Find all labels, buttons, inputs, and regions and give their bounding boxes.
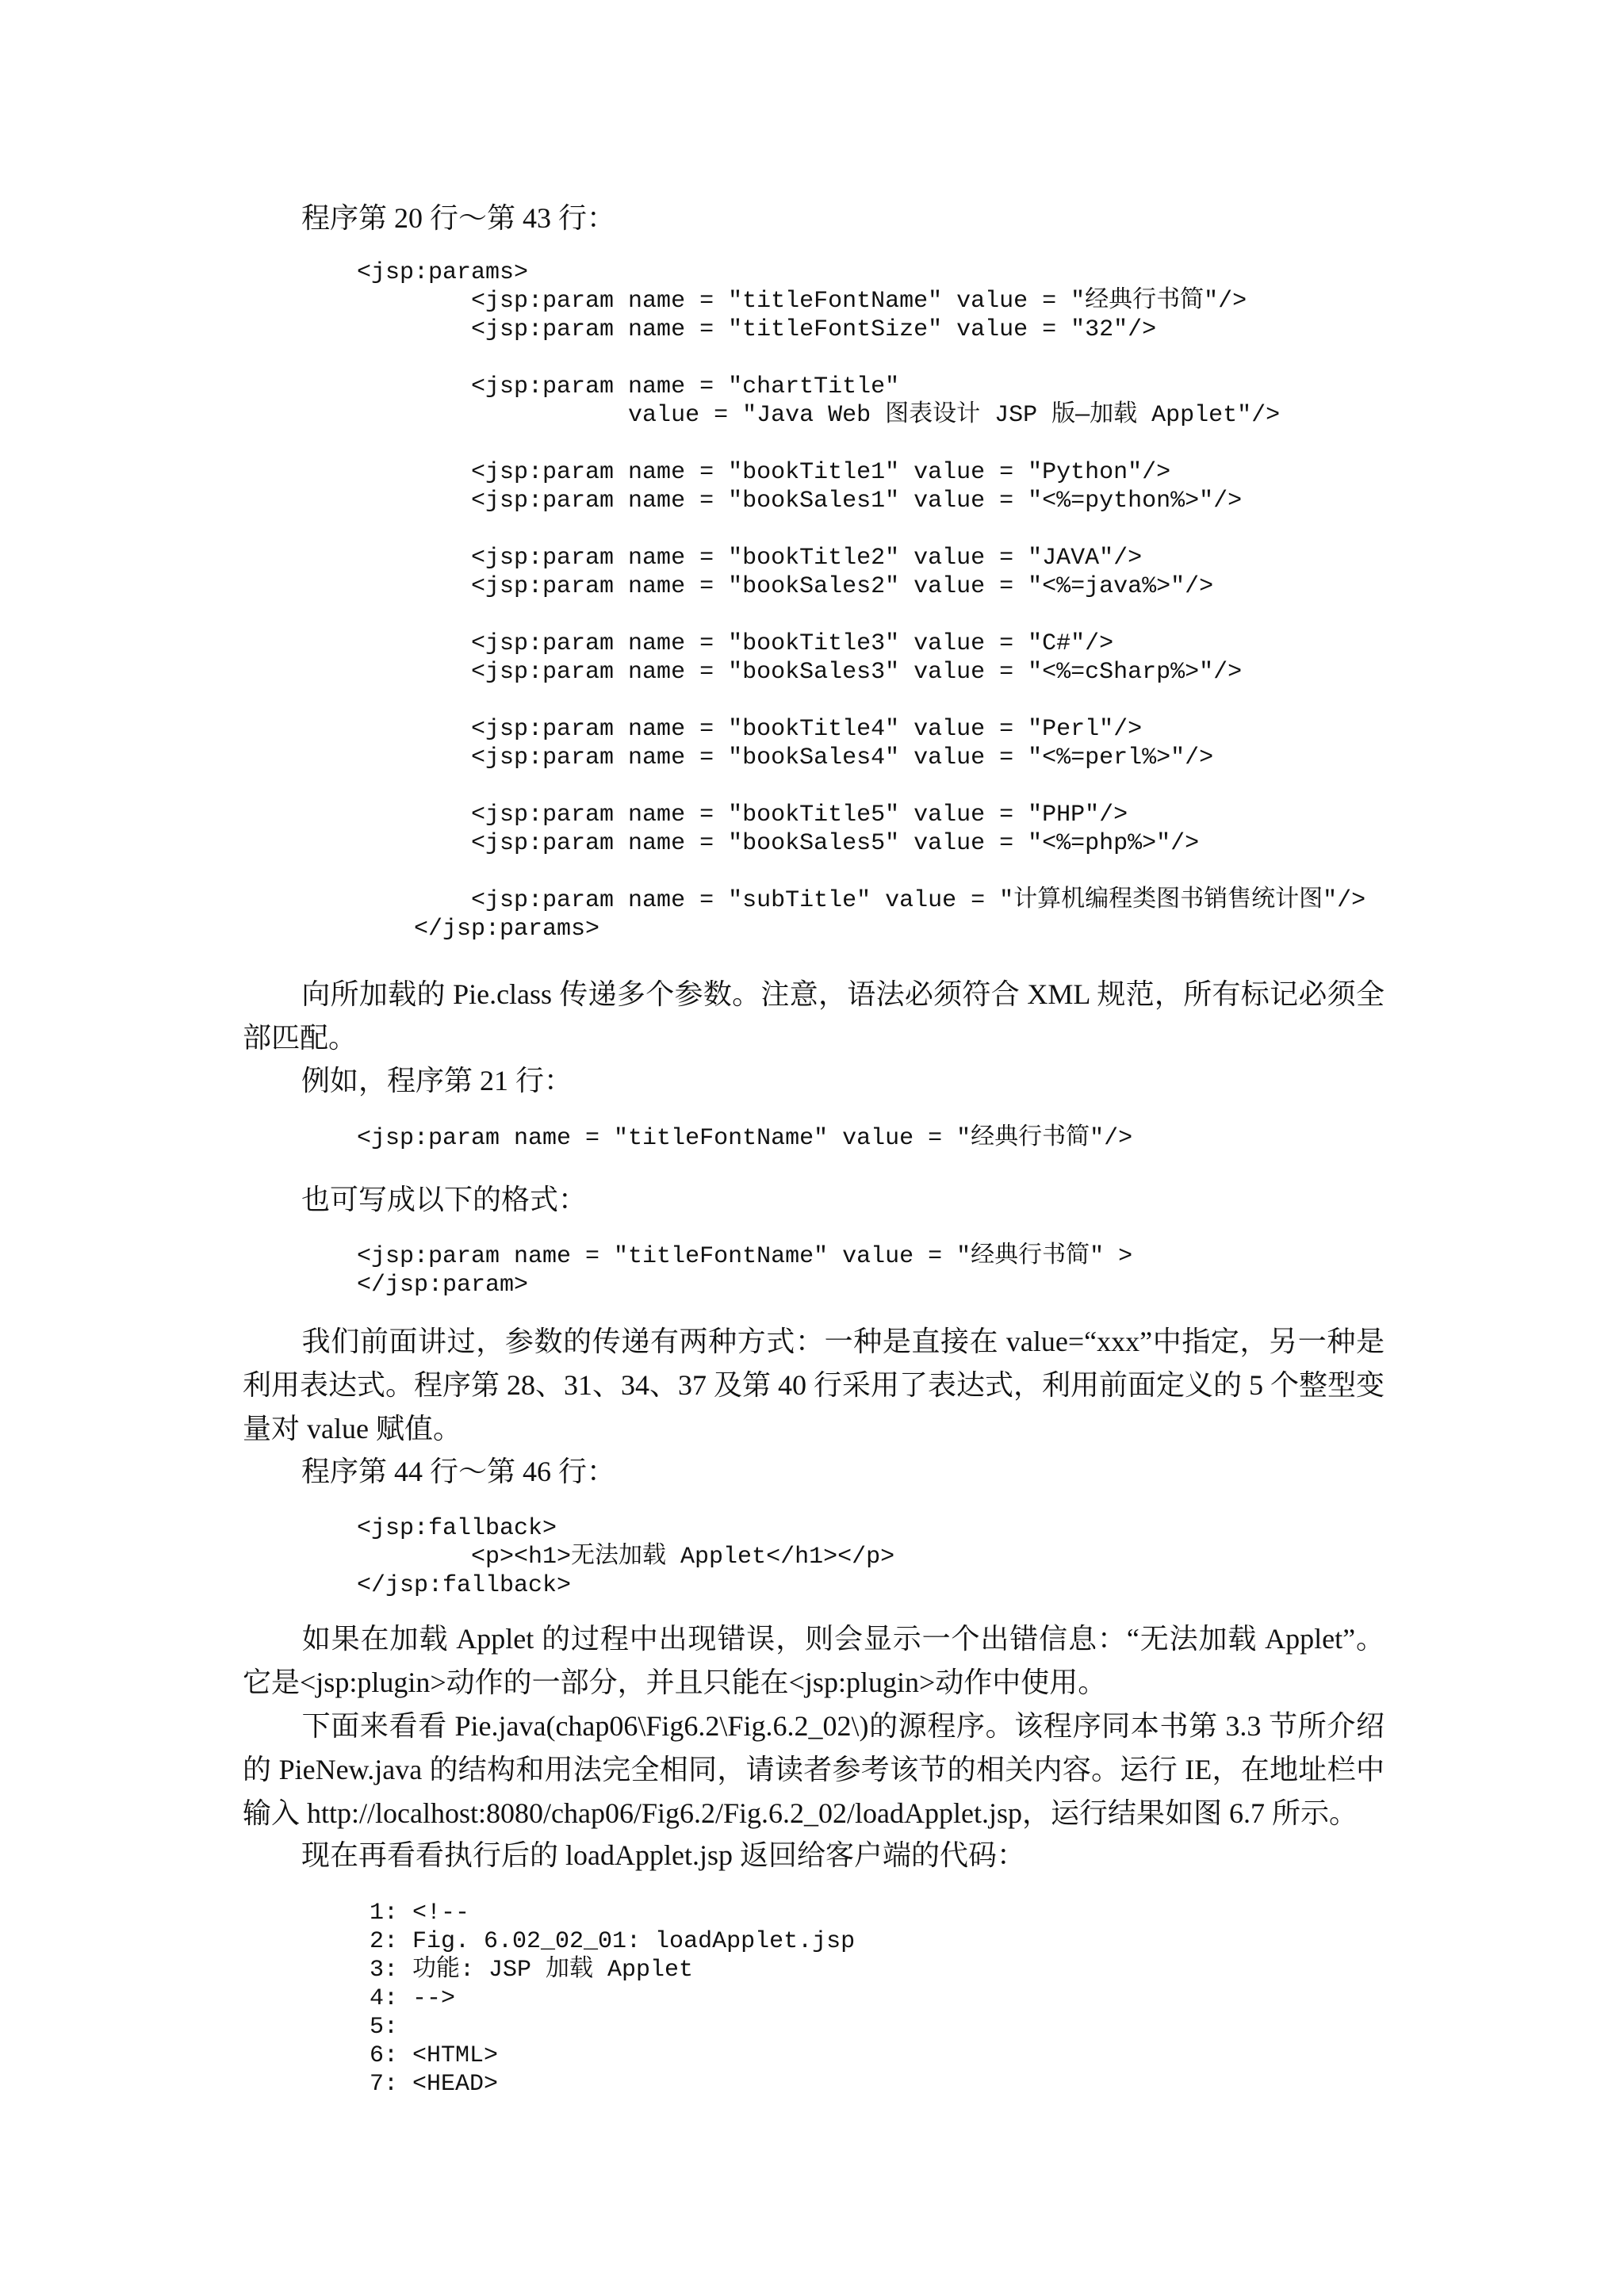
code-line: <jsp:param name = "titleFontName" value = "经典行书简"/> — [357, 1125, 1133, 1152]
code-line: <jsp:param name = "bookSales4" value = "<%=perl%>"/> — [357, 744, 1214, 771]
code-line: <jsp:param name = "bookSales3" value = "<%=cSharp%>"/> — [357, 659, 1243, 686]
paragraph-pie-params: 向所加载的 Pie.class 传递多个参数。注意，语法必须符合 XML 规范，所有标记必须全部匹配。 — [243, 978, 1385, 1054]
code-line: <jsp:param name = "titleFontName" value = "经典行书简" > — [357, 1243, 1133, 1270]
code-line: <jsp:params> — [357, 259, 529, 286]
code-line: 5: — [370, 2014, 399, 2041]
code-line — [357, 430, 1365, 458]
code-line: 6: <HTML> — [370, 2042, 499, 2069]
code-block-example2 — [357, 1242, 1132, 1299]
paragraph-param-passing: 我们前面讲过，参数的传递有两种方式：一种是直接在 value=“xxx”中指定，另一种是利用表达式。程序第 28、31、34、37 及第 40 行采用了表达式，利用前面定义的 5 个整型变量对 value 赋值。 — [243, 1326, 1385, 1445]
code-line: <jsp:param name = "bookSales2" value = "<%=java%>"/> — [357, 573, 1214, 600]
code-line: <jsp:param name = "bookTitle2" value = "JAVA"/> — [357, 545, 1143, 572]
code-line: <jsp:param name = "titleFontSize" value = "32"/> — [357, 316, 1157, 343]
code-line: 2: Fig. 6.02_02_01: loadApplet.jsp — [370, 1928, 856, 1955]
paragraph-alt-format: 也可写成以下的格式： — [301, 1184, 588, 1215]
code-line: <jsp:param name = "chartTitle" — [357, 373, 900, 400]
code-line: <jsp:param name = "bookTitle5" value = "PHP"/> — [357, 802, 1128, 828]
code-line: <jsp:param name = "bookSales1" value = "<%=python%>"/> — [357, 488, 1243, 515]
paragraph-lines-20-43: 程序第 20 行～第 43 行： — [301, 202, 616, 234]
code-line: 4: --> — [370, 1985, 456, 2012]
code-block-fallback — [357, 1514, 894, 1600]
code-line: <jsp:param name = "bookTitle1" value = "Python"/> — [357, 459, 1171, 486]
code-line: 3: 功能: JSP 加载 Applet — [370, 1957, 694, 1984]
code-line — [357, 687, 1365, 715]
code-line: <jsp:param name = "bookTitle3" value = "C#"/> — [357, 630, 1114, 657]
code-line — [357, 515, 1365, 544]
code-line — [357, 344, 1365, 373]
code-line — [357, 601, 1365, 629]
code-block-params — [357, 258, 1365, 943]
code-line: <jsp:param name = "bookSales5" value = "<%=php%>"/> — [357, 830, 1200, 857]
paragraph-lines-44-46: 程序第 44 行～第 46 行： — [301, 1456, 616, 1487]
code-block-listing — [370, 1899, 855, 2099]
code-line: <p><h1>无法加载 Applet</h1></p> — [357, 1544, 895, 1571]
paragraph-pie-java: 下面来看看 Pie.java(chap06\Fig6.2\Fig.6.2_02\)的源程序。该程序同本书第 3.3 节所介绍的 PieNew.java 的结构和用法完全相同，请读者参考该节的相关内容。运行 IE，在地址栏中输入 http://localhost:8080/chap06/Fig6.2/Fig.6.2_02/loadApplet.jsp，运行结果如图 6.7 所示。 — [243, 1710, 1385, 1829]
code-line: <jsp:param name = "bookTitle4" value = "Perl"/> — [357, 716, 1143, 743]
paragraph-fallback-desc: 如果在加载 Applet 的过程中出现错误，则会显示一个出错信息：“无法加载 Applet”。它是<jsp:plugin>动作的一部分，并且只能在<jsp:plugin>动作中使用。 — [243, 1623, 1385, 1698]
paragraph-returned-code: 现在再看看执行后的 loadApplet.jsp 返回给客户端的代码： — [301, 1839, 1025, 1871]
code-line — [357, 772, 1365, 801]
code-line: 1: <!-- — [370, 1900, 470, 1927]
code-line — [357, 858, 1365, 886]
code-line: 7: <HEAD> — [370, 2071, 499, 2098]
code-line: value = "Java Web 图表设计 JSP 版—加载 Applet"/> — [357, 402, 1281, 429]
paragraph-line-21: 例如，程序第 21 行： — [301, 1065, 573, 1096]
code-block-example1 — [357, 1124, 1132, 1153]
code-line: <jsp:param name = "titleFontName" value = "经典行书简"/> — [357, 288, 1247, 315]
code-line: <jsp:fallback> — [357, 1515, 557, 1542]
code-line: </jsp:params> — [357, 916, 600, 943]
code-line: </jsp:fallback> — [357, 1572, 572, 1599]
code-line: </jsp:param> — [357, 1272, 529, 1299]
code-line: <jsp:param name = "subTitle" value = "计算机编程类图书销售统计图"/> — [357, 887, 1366, 914]
